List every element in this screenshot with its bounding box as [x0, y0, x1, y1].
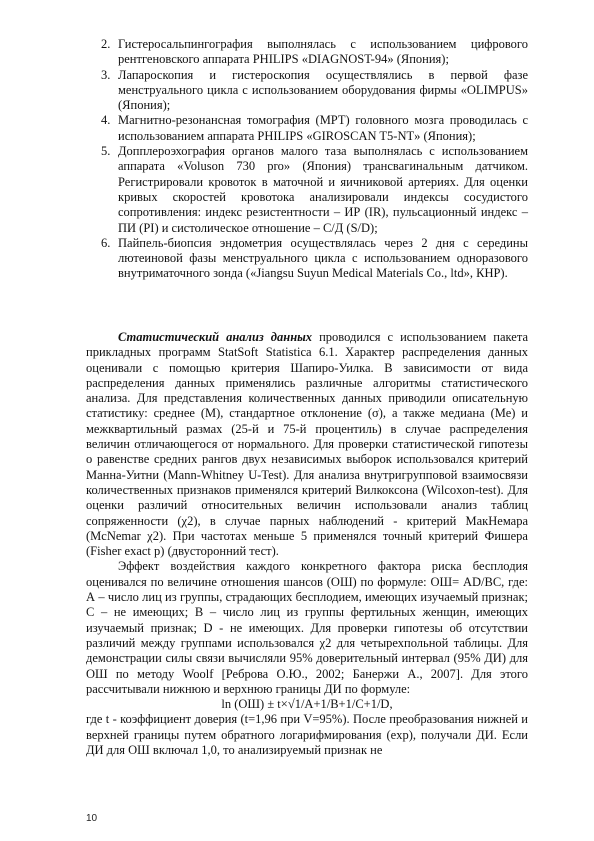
list-item — [101, 235, 528, 282]
stats-text: проводился с использованием пакета прикладных программ StatSoft Statistica 6.1. Характер распределения данных оценивали с помощью критерия Шапиро-Уилка. В зависимости от вида распределения данных применялись различные алгоритмы статистического анализа. Для представления количественных данных приводили описательную статистику: среднее (М), стандартное отклонение (σ), а также медиана (Ме) и межквартильный размах (25-й и 75-й процентиль) в случае распределения величин отличающегося от нормального. Для проверки статистической гипотезы о равенстве средних рангов двух независимых выборок использовался критерий Манна-Уитни (Mann-Whitney U-Test). Для анализа внутригрупповой взаимосвязи количественных признаков применялся критерий Вилкоксона (Wilcoxon-test). Для оценки различий относительных величин использовали анализ таблиц сопряженности (χ2), в случае парных наблюдений - критерий МакНемара (McNemar χ2). При частотах меньше 5 применялся точный критерий Фишера (Fisher exact p) (двусторонний тест). — [86, 330, 528, 559]
body-text — [86, 330, 528, 758]
effect-paragraph: Эффект воздействия каждого конкретного фактора риска бесплодия оценивался по величине отношения шансов (ОШ) по формуле: ОШ= AD/BC, где: А – число лиц из группы, страдающих бесплодием, имеющих изучаемый признак; С – не имеющих; В – число лиц из группы фертильных женщин, имеющих изучаемый признак; D - не имеющих. Для проверки гипотезы об отсутствии различий между группами использовался χ2 для четырехпольной таблицы. Для демонстрации силы связи вычисляли 95% доверительный интервал (95% ДИ) для ОШ по методу Woolf [Реброва О.Ю., 2002; Банержи А., 2007]. Для этого рассчитывали нижнюю и верхнюю границы ДИ по формуле: — [86, 559, 528, 696]
list-item — [101, 67, 528, 114]
list-item-text: Лапароскопия и гистероскопия осуществлялись в первой фазе менструального цикла с использованием оборудования фирмы «OLIMPUS» (Япония); — [118, 67, 528, 113]
list-item-number: 3. — [101, 67, 111, 82]
list-item-number: 2. — [101, 37, 111, 51]
stats-paragraph — [86, 330, 528, 559]
list-item — [101, 37, 528, 68]
list-item-text: Допплероэхография органов малого таза выполнялась с использованием аппарата «Voluson 730 pro» (Япония) трансвагинальным датчиком. Регистрировали кровоток в маточной и яичниковой артериях. Для оценки кривых скоростей кровотока анализировали индексы сосудистого сопротивления: индекс резистентности – ИР (IR), пульсационный индекс – ПИ (PI) и систолическое отношение – С/Д (S/D); — [118, 144, 528, 235]
formula: ln (ОШ) ± t×√1/A+1/B+1/C+1/D, — [221, 697, 393, 712]
list-item-number: 6. — [101, 235, 111, 250]
list-item-text: Пайпель-биопсия эндометрия осуществлялась через 2 дня с середины лютеиновой фазы менструального цикла с использованием одноразового внутриматочного зонда («Jiangsu Suyun Medical Materials Co., ltd», КНР). — [118, 235, 528, 281]
list-item-text: Гистеросальпингография выполнялась с использованием цифрового рентгеновского аппарата PHILIPS «DIAGNOST-94» (Япония); — [118, 37, 528, 67]
page-number: 10 — [86, 813, 98, 824]
list-item — [101, 144, 528, 236]
list-item-text: Магнитно-резонансная томография (МРТ) головного мозга проводилась с использованием аппарата PHILIPS «GIROSCAN T5-NT» (Япония); — [118, 113, 528, 143]
methods-list — [101, 37, 528, 282]
stats-heading: Статистический анализ данных — [118, 330, 313, 344]
list-item-number: 4. — [101, 113, 111, 128]
after-formula-paragraph: где t - коэффициент доверия (t=1,96 при V=95%). После преобразования нижней и верхней границы путем обратного логарифмирования (exp), получали ДИ. Если ДИ для ОШ включал 1,0, то анализируемый признак не — [86, 712, 528, 758]
list-item-number: 5. — [101, 144, 111, 159]
list-item — [101, 113, 528, 144]
